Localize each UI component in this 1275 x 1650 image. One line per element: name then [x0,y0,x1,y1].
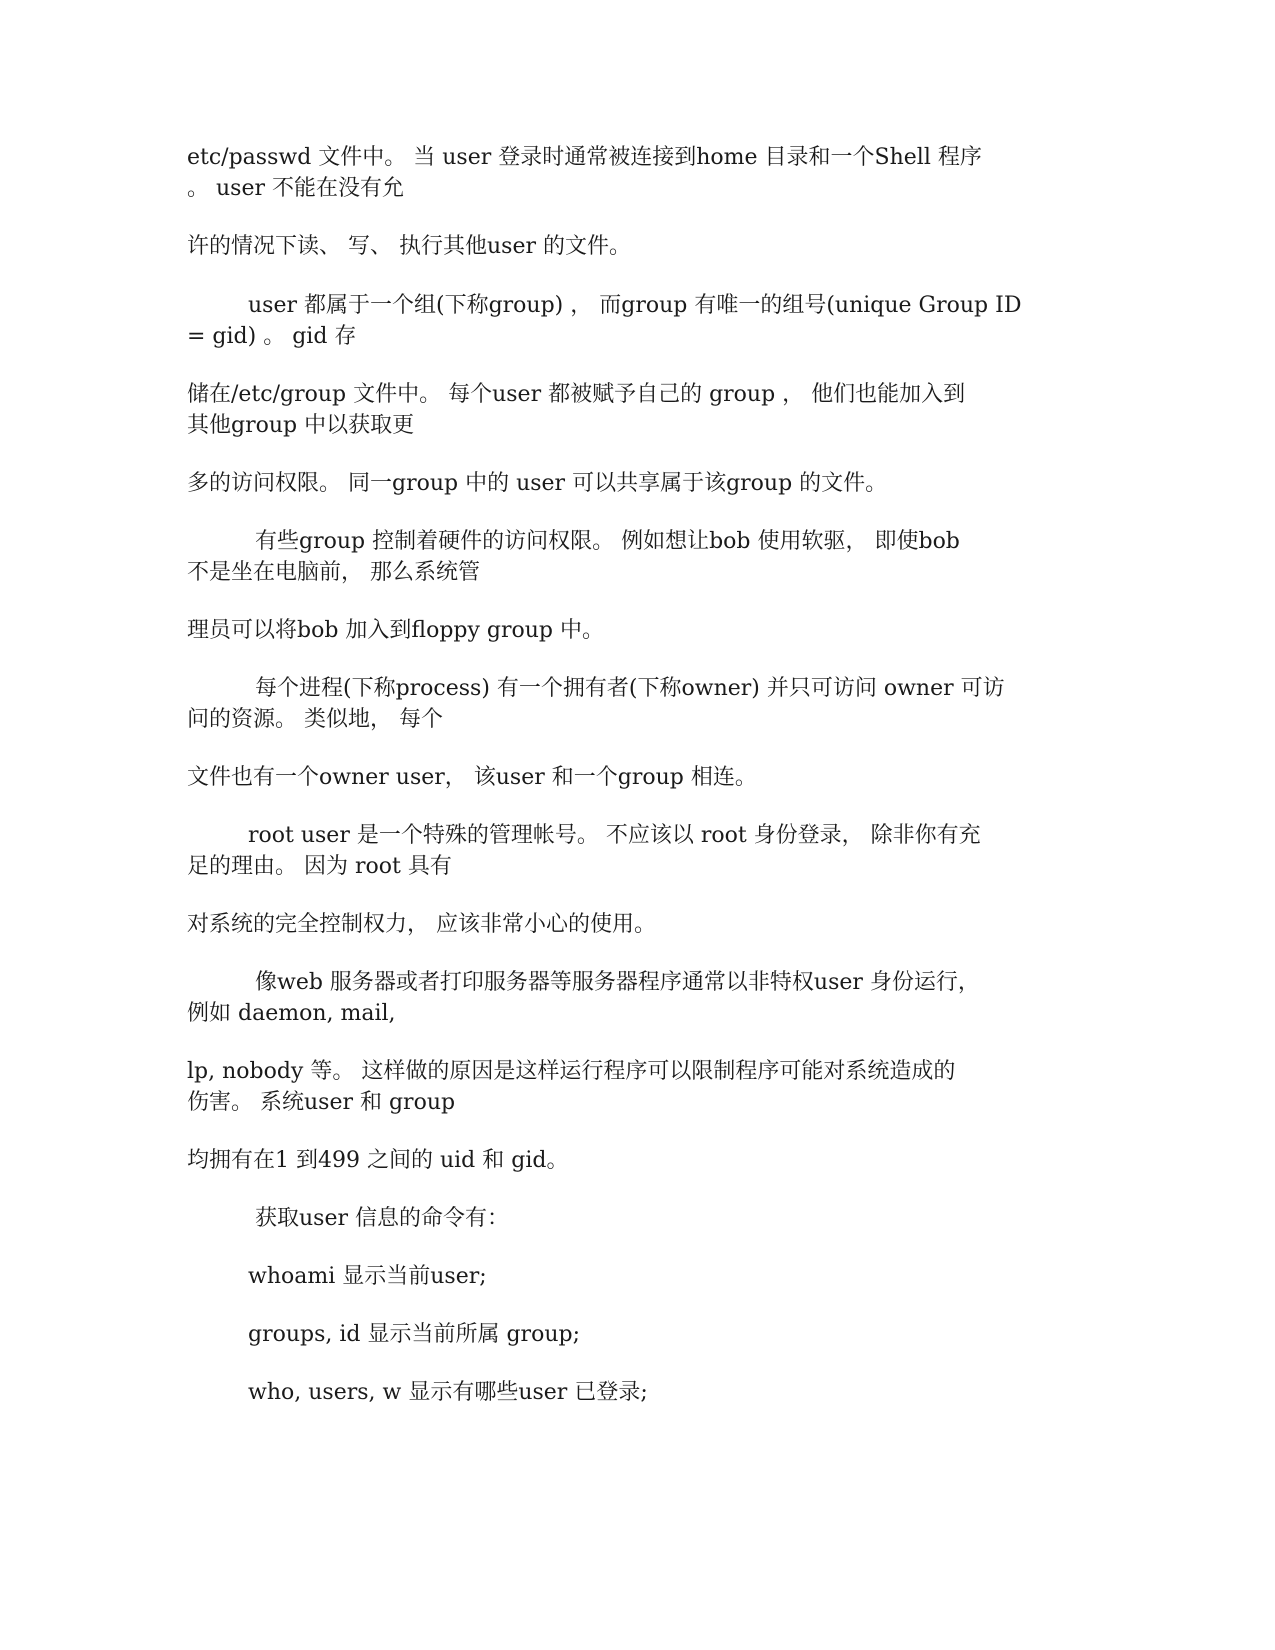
paragraph-start-line: 获取user 信息的命令有： [255,1206,509,1231]
text-line: 多的访问权限。 同一group 中的 user 可以共享属于该group 的文件。 [187,471,888,496]
paragraph-start-line: 有些group 控制着硬件的访问权限。 例如想让bob 使用软驱， 即使bob [255,529,960,554]
text-line: 均拥有在1 到499 之间的 uid 和 gid。 [187,1148,569,1173]
command-line: whoami 显示当前user; [248,1264,487,1289]
text-line: 问的资源。 类似地， 每个 [187,707,443,732]
text-line: 。 user 不能在没有允 [187,176,404,201]
text-line: 理员可以将bob 加入到floppy group 中。 [187,618,605,643]
paragraph-start-line: user 都属于一个组(下称group) ， 而group 有唯一的组号(unique Group ID [248,293,1022,318]
text-line: 不是坐在电脑前， 那么系统管 [187,560,480,585]
text-line: 储在/etc/group 文件中。 每个user 都被赋予自己的 group ， 他们也能加入到 [187,382,966,407]
command-line: groups, id 显示当前所属 group; [248,1322,580,1347]
paragraph-start-line: 像web 服务器或者打印服务器等服务器程序通常以非特权user 身份运行， [255,970,980,995]
paragraph-start-line: 每个进程(下称process) 有一个拥有者(下称owner) 并只可访问 owner 可访 [255,676,1005,701]
text-line: 其他group 中以获取更 [187,413,415,438]
text-line: etc/passwd 文件中。 当 user 登录时通常被连接到home 目录和一个Shell 程序 [187,145,982,170]
command-line: who, users, w 显示有哪些user 已登录; [248,1380,648,1405]
text-line: = gid) 。 gid 存 [187,324,357,349]
text-line: 足的理由。 因为 root 具有 [187,854,452,879]
text-line: 例如 daemon, mail, [187,1001,396,1026]
text-line: 文件也有一个owner user， 该user 和一个group 相连。 [187,765,757,790]
text-line: lp, nobody 等。 这样做的原因是这样运行程序可以限制程序可能对系统造成的 [187,1059,956,1084]
text-line: 伤害。 系统user 和 group [187,1090,456,1115]
paragraph-start-line: root user 是一个特殊的管理帐号。 不应该以 root 身份登录， 除非你有充 [248,823,981,848]
text-line: 许的情况下读、 写、 执行其他user 的文件。 [187,234,631,259]
text-line: 对系统的完全控制权力， 应该非常小心的使用。 [187,912,656,937]
